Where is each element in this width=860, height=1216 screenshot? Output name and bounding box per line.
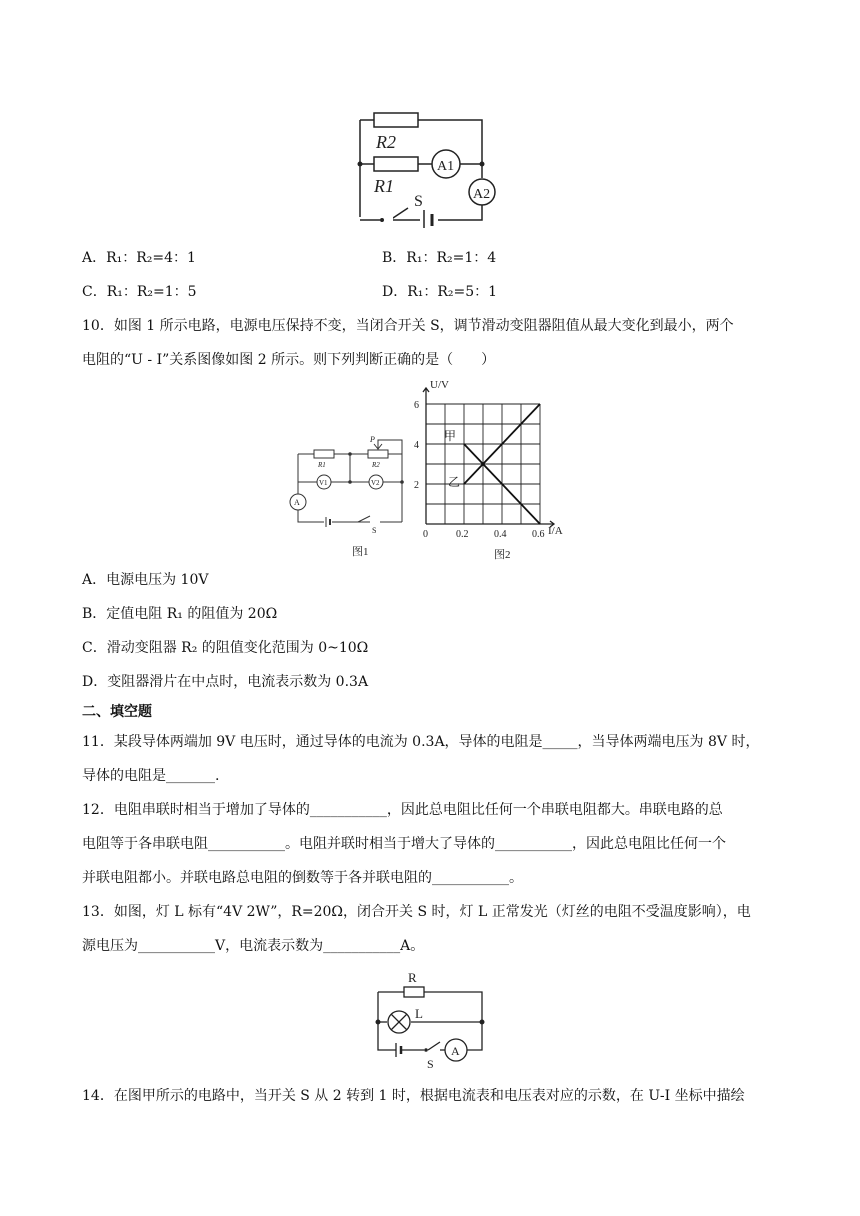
y-tick-label: 4: [414, 440, 419, 451]
a1-label: A1: [437, 159, 455, 174]
a2-label: A2: [473, 187, 491, 202]
q9-option-a: A．R₁：R₂=4：1: [82, 250, 196, 266]
fig2-caption: 图2: [494, 549, 511, 561]
q10-stem-line1: 10．如图 1 所示电路，电源电压保持不变，当闭合开关 S，调节滑动变阻器阻值从最大变化到最小，两个: [82, 318, 734, 334]
fig1-r2-label: R2: [372, 461, 380, 469]
fig1-caption: 图1: [352, 546, 369, 558]
y-tick-label: 2: [414, 480, 419, 491]
q9-option-d: D．R₁：R₂=5：1: [382, 284, 498, 300]
q13-r-label: R: [408, 970, 417, 985]
q9-option-b: B．R₁：R₂=1：4: [382, 250, 497, 266]
fig1-a-label: A: [294, 498, 300, 507]
r2-label: R2: [376, 132, 396, 152]
series-jia-label: 甲: [444, 429, 457, 443]
series-yi-label: 乙: [448, 475, 461, 489]
q9-option-c: C．R₁：R₂=1：5: [82, 284, 197, 300]
q10-option-d: D．变阻器滑片在中点时，电流表示数为 0.3A: [82, 674, 369, 690]
q10-figure1-circuit: [284, 432, 414, 562]
q10-figure2-ui-chart: [408, 374, 578, 564]
q13-line2: 源电压为___________V，电流表示数为___________A。: [82, 938, 425, 954]
q11-line2: 导体的电阻是_______.: [82, 768, 220, 784]
q13-line1: 13．如图，灯 L 标有“4V 2W”，R=20Ω，闭合开关 S 时，灯 L 正常发光（灯丝的电阻不受温度影响），电: [82, 904, 751, 920]
x-tick-label: 0.6: [532, 529, 545, 540]
q13-circuit-diagram: [370, 970, 490, 1072]
y-axis-label: U/V: [430, 379, 449, 391]
fig1-s-label: S: [372, 526, 377, 535]
y-tick-label: 6: [414, 400, 419, 411]
fig1-v1-label: V1: [319, 479, 328, 487]
fig1-p-label: P: [370, 435, 375, 444]
q14-line1: 14．在图甲所示的电路中，当开关 S 从 2 转到 1 时，根据电流表和电压表对应的示数，在 U-I 坐标中描绘: [82, 1088, 745, 1104]
q10-stem-line2: 电阻的“U - I”关系图像如图 2 所示。则下列判断正确的是（ ）: [82, 352, 496, 368]
x-tick-label: 0.4: [494, 529, 507, 540]
fig1-v2-label: V2: [371, 479, 380, 487]
q10-option-a: A．电源电压为 10V: [82, 572, 209, 588]
q12-line3: 并联电阻都小。并联电路总电阻的倒数等于各并联电阻的___________。: [82, 870, 523, 886]
x-axis-label: I/A: [548, 525, 563, 537]
fig1-r1-label: R1: [318, 461, 326, 469]
q13-a-label: A: [451, 1044, 460, 1058]
q9-circuit-diagram: [350, 104, 500, 228]
q13-s-label: S: [427, 1057, 434, 1071]
section-heading-fill-in: 二、填空题: [82, 704, 152, 720]
q10-option-b: B．定值电阻 R₁ 的阻值为 20Ω: [82, 606, 278, 622]
q10-option-c: C．滑动变阻器 R₂ 的阻值变化范围为 0~10Ω: [82, 640, 369, 656]
s-label: S: [414, 193, 423, 210]
q12-line1: 12．电阻串联时相当于增加了导体的___________，因此总电阻比任何一个串联电阻都大。串联电路的总: [82, 802, 723, 818]
q12-line2: 电阻等于各串联电阻___________。电阻并联时相当于增大了导体的___________，因此总电阻比任何一个: [82, 836, 726, 852]
q11-line1: 11．某段导体两端加 9V 电压时，通过导体的电流为 0.3A，导体的电阻是_____，当导体两端电压为 8V 时，: [82, 734, 760, 750]
q13-l-label: L: [415, 1006, 423, 1021]
x-tick-label: 0: [423, 529, 428, 540]
x-tick-label: 0.2: [456, 529, 469, 540]
r1-label: R1: [374, 176, 394, 196]
